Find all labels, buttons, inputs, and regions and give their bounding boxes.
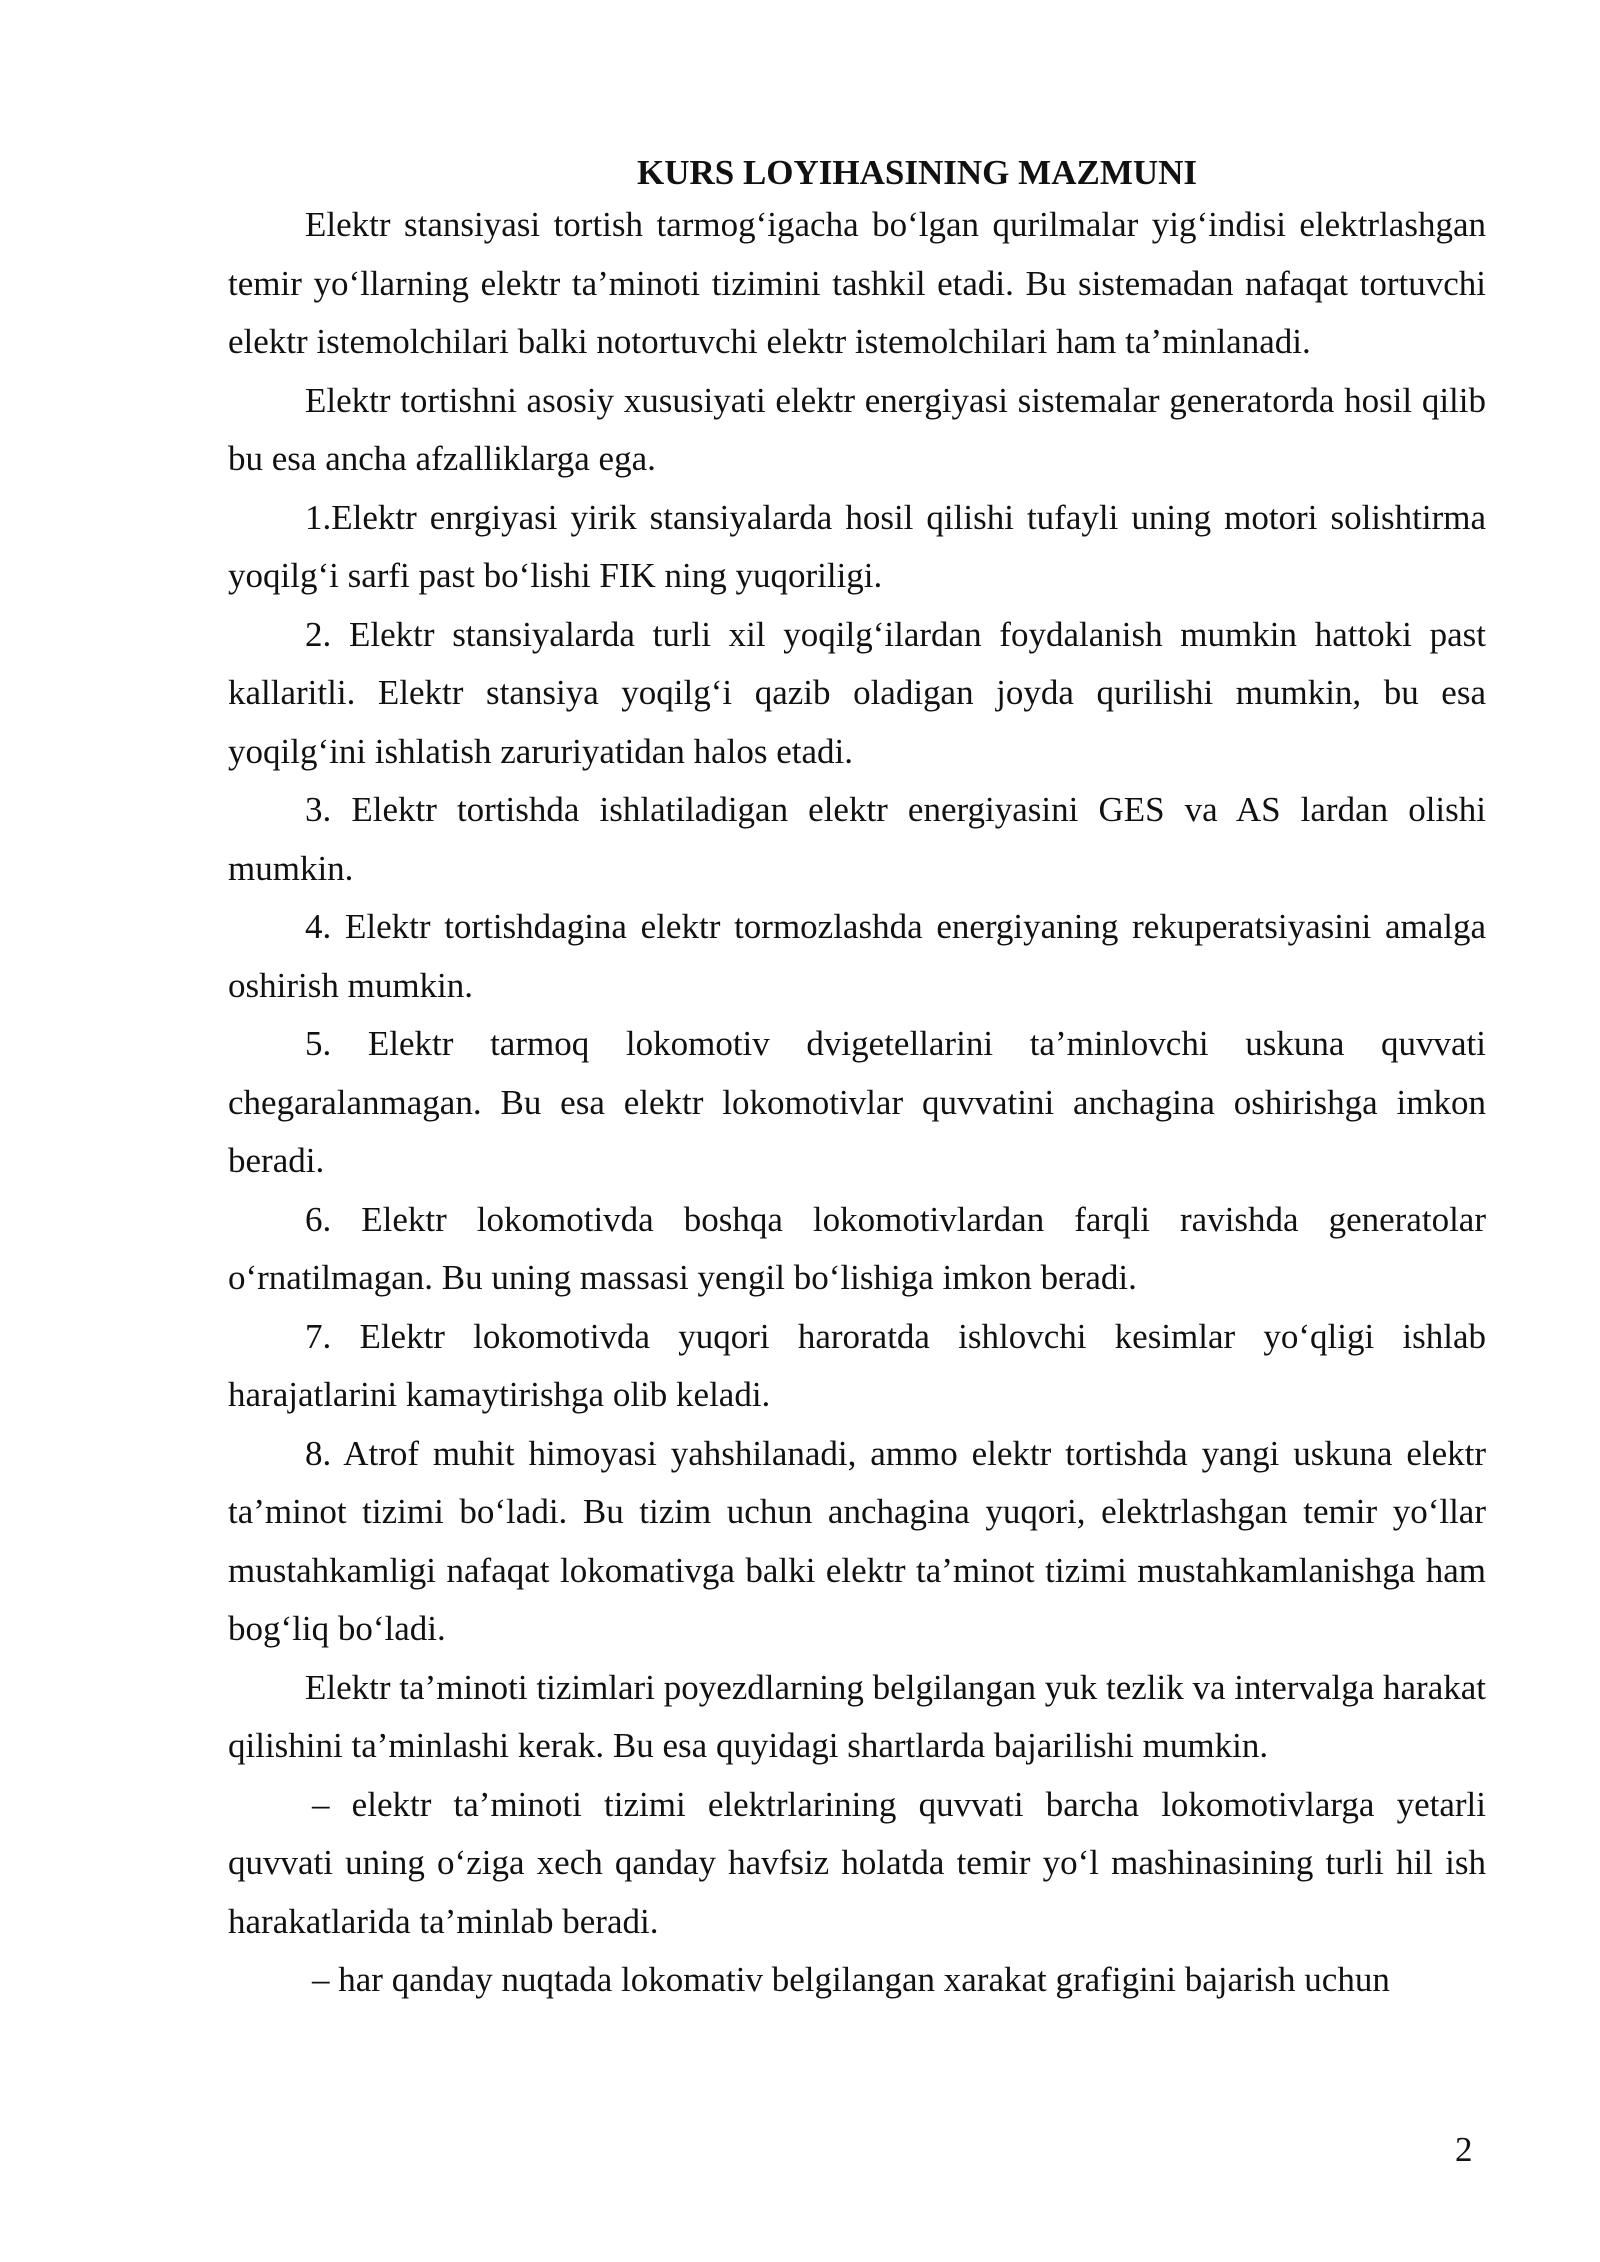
list-item-4: 4. Elektr tortishdagina elektr tormozlashda energiyaning rekuperatsiyasini amalga oshirish mumkin.: [228, 907, 1486, 1005]
list-item-5: 5. Elektr tarmoq lokomotiv dvigetellarini ta’minlovchi uskuna quvvati chegaralanmagan. Bu esa elektr lokomotivlar quvvatini anchagina oshirishga imkon beradi.: [228, 1024, 1486, 1180]
list-item-6: 6. Elektr lokomotivda boshqa lokomotivlardan farqli ravishda generatolar o‘rnatilmagan. Bu uning massasi yengil bo‘lishiga imkon beradi.: [228, 1199, 1486, 1297]
paragraph-features: Elektr tortishni asosiy xususiyati elektr energiyasi sistemalar generatorda hosil qilib bu esa ancha afzalliklarga ega.: [228, 380, 1486, 478]
list-item-3: 3. Elektr tortishda ishlatiladigan elektr energiyasini GES va AS lardan olishi mumkin.: [228, 790, 1486, 888]
list-item-7: 7. Elektr lokomotivda yuqori haroratda ishlovchi kesimlar yo‘qligi ishlab harajatlarini kamaytirishga olib keladi.: [228, 1316, 1486, 1414]
paragraph-intro: Elektr stansiyasi tortish tarmog‘igacha bo‘lgan qurilmalar yig‘indisi elektrlashgan temir yo‘llarning elektr ta’minoti tizimini tashkil etadi. Bu sistemadan nafaqat tortuvchi elektr istemolchilari balki notortuvchi elektr istemolchilari ham ta’minlanadi.: [228, 205, 1486, 361]
page-number: 2: [1455, 2130, 1473, 2169]
dash-item-2: – har qanday nuqtada lokomativ belgilangan xarakat grafigini bajarish uchun: [312, 1960, 1390, 1999]
list-item-2: 2. Elektr stansiyalarda turli xil yoqilg‘ilardan foydalanish mumkin hattoki past kallaritli. Elektr stansiya yoqilg‘i qazib oladigan joyda qurilishi mumkin, bu esa yoqilg‘ini ishlatish zaruriyatidan halos etadi.: [228, 614, 1486, 771]
list-item-1: 1.Elektr enrgiyasi yirik stansiyalarda hosil qilishi tufayli uning motori solishtirma yoqilg‘i sarfi past bo‘lishi FIK ning yuqoriligi.: [228, 497, 1486, 595]
paragraph-requirements: Elektr ta’minoti tizimlari poyezdlarning belgilangan yuk tezlik va intervalga harakat qilishini ta’minlashi kerak. Bu esa quyidagi shartlarda bajarilishi mumkin.: [228, 1667, 1486, 1765]
list-item-8: 8. Atrof muhit himoyasi yahshilanadi, ammo elektr tortishda yangi uskuna elektr ta’minot tizimi bo‘ladi. Bu tizim uchun anchagina yuqori, elektrlashgan temir yo‘llar mustahkamligi nafaqat lokomativga balki elektr ta’minot tizimi mustahkamlanishga ham bog‘liq bo‘ladi.: [228, 1433, 1486, 1648]
document-page: [228, 150, 1486, 2010]
document-title: KURS LOYIHASINING MAZMUNI: [636, 153, 1198, 192]
dash-item-1: – elektr ta’minoti tizimi elektrlarining quvvati barcha lokomotivlarga yetarli quvvati uning o‘ziga xech qanday havfsiz holatda temir yo‘l mashinasining turli hil ish harakatlarida ta’minlab beradi.: [228, 1784, 1486, 1941]
